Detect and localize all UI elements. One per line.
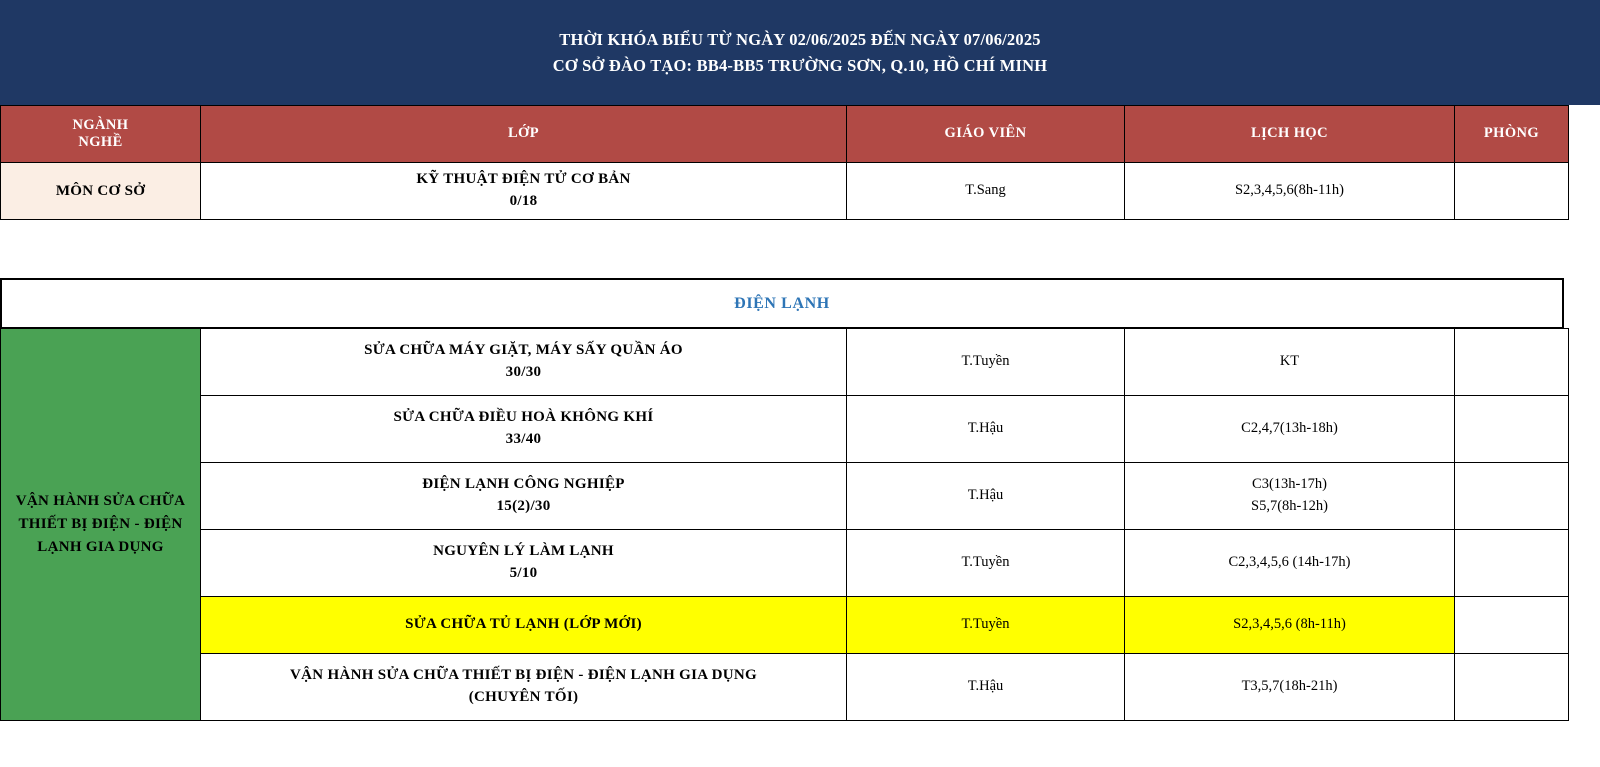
room-cell (1455, 654, 1569, 721)
group-label-line1: VẬN HÀNH SỬA CHỮA (15, 492, 186, 509)
class-name: SỬA CHỮA TỦ LẠNH (LỚP MỚI) (405, 616, 642, 633)
table-row-highlighted (1, 597, 1569, 654)
schedule-cell: T3,5,7(18h-21h) (1125, 654, 1455, 721)
class-name: KỸ THUẬT ĐIỆN TỬ CƠ BẢN (416, 171, 631, 188)
column-header-giao-vien: GIÁO VIÊN (847, 106, 1125, 163)
schedule-cell: C2,3,4,5,6 (14h-17h) (1125, 530, 1455, 597)
table-row (1, 654, 1569, 721)
class-name: SỬA CHỮA MÁY GIẶT, MÁY SẤY QUẦN ÁO (364, 342, 683, 359)
column-header-lop: LỚP (201, 106, 847, 163)
group-label-van-hanh-sua-chua (1, 329, 201, 721)
room-cell (1455, 329, 1569, 396)
table-row (1, 530, 1569, 597)
schedule-cell (1125, 463, 1455, 530)
schedule-cell: KT (1125, 329, 1455, 396)
class-enrollment: 5/10 (509, 565, 538, 581)
teacher-cell: T.Tuyền (847, 329, 1125, 396)
schedule-cell: C2,4,7(13h-18h) (1125, 396, 1455, 463)
room-cell (1455, 163, 1569, 220)
class-name: SỬA CHỮA ĐIỀU HOÀ KHÔNG KHÍ (393, 409, 654, 426)
teacher-cell: T.Hậu (847, 396, 1125, 463)
column-header-lich-hoc: LỊCH HỌC (1125, 106, 1455, 163)
class-cell (201, 530, 847, 597)
schedule-cell: S2,3,4,5,6 (8h-11h) (1125, 597, 1455, 654)
teacher-cell: T.Tuyền (847, 597, 1125, 654)
teacher-cell: T.Tuyền (847, 530, 1125, 597)
teacher-cell: T.Sang (847, 163, 1125, 220)
table-row (1, 396, 1569, 463)
column-header-nganh-nghe-line2: NGHỀ (78, 134, 123, 150)
table-header-row (1, 106, 1569, 163)
class-cell (201, 654, 847, 721)
teacher-cell: T.Hậu (847, 654, 1125, 721)
group-label-mon-co-so: MÔN CƠ SỞ (1, 163, 201, 220)
schedule-line2: S5,7(8h-12h) (1251, 498, 1328, 514)
section-title-text: ĐIỆN LẠNH (734, 294, 830, 312)
banner-title-line1: THỜI KHÓA BIỂU TỪ NGÀY 02/06/2025 ĐẾN NGÀY 07/06/2025 (559, 29, 1041, 49)
schedule-line1: C3(13h-17h) (1252, 476, 1327, 493)
column-header-nganh-nghe-line1: NGÀNH (72, 116, 129, 133)
schedule-cell: S2,3,4,5,6(8h-11h) (1125, 163, 1455, 220)
class-name: ĐIỆN LẠNH CÔNG NGHIỆP (422, 476, 625, 493)
room-cell (1455, 530, 1569, 597)
room-cell (1455, 396, 1569, 463)
table-row (1, 463, 1569, 530)
class-name: NGUYÊN LÝ LÀM LẠNH (433, 543, 614, 560)
group-label-line3: LẠNH GIA DỤNG (37, 539, 164, 556)
class-cell (201, 463, 847, 530)
dien-lanh-table (0, 328, 1569, 721)
section-spacer (0, 220, 1600, 278)
group-label-line2: THIẾT BỊ ĐIỆN - ĐIỆN (18, 515, 183, 532)
room-cell (1455, 597, 1569, 654)
class-cell (201, 163, 847, 220)
class-enrollment: (CHUYÊN TỐI) (468, 689, 579, 705)
class-cell (201, 396, 847, 463)
banner-title-line2: CƠ SỞ ĐÀO TẠO: BB4-BB5 TRƯỜNG SƠN, Q.10, HỒ CHÍ MINH (552, 55, 1048, 75)
teacher-cell: T.Hậu (847, 463, 1125, 530)
class-cell (201, 597, 847, 654)
section-title-dien-lanh (0, 278, 1564, 328)
room-cell (1455, 463, 1569, 530)
class-enrollment: 15(2)/30 (496, 498, 551, 514)
column-header-phong: PHÒNG (1455, 106, 1569, 163)
table-row (1, 163, 1569, 220)
base-subject-table (0, 105, 1569, 220)
class-enrollment: 30/30 (505, 364, 542, 380)
class-name: VẬN HÀNH SỬA CHỮA THIẾT BỊ ĐIỆN - ĐIỆN LẠNH GIA DỤNG (290, 667, 757, 684)
class-enrollment: 0/18 (509, 193, 538, 209)
page-banner (0, 0, 1600, 105)
column-header-nganh-nghe (1, 106, 201, 163)
class-enrollment: 33/40 (505, 431, 542, 447)
class-cell (201, 329, 847, 396)
table-row (1, 329, 1569, 396)
